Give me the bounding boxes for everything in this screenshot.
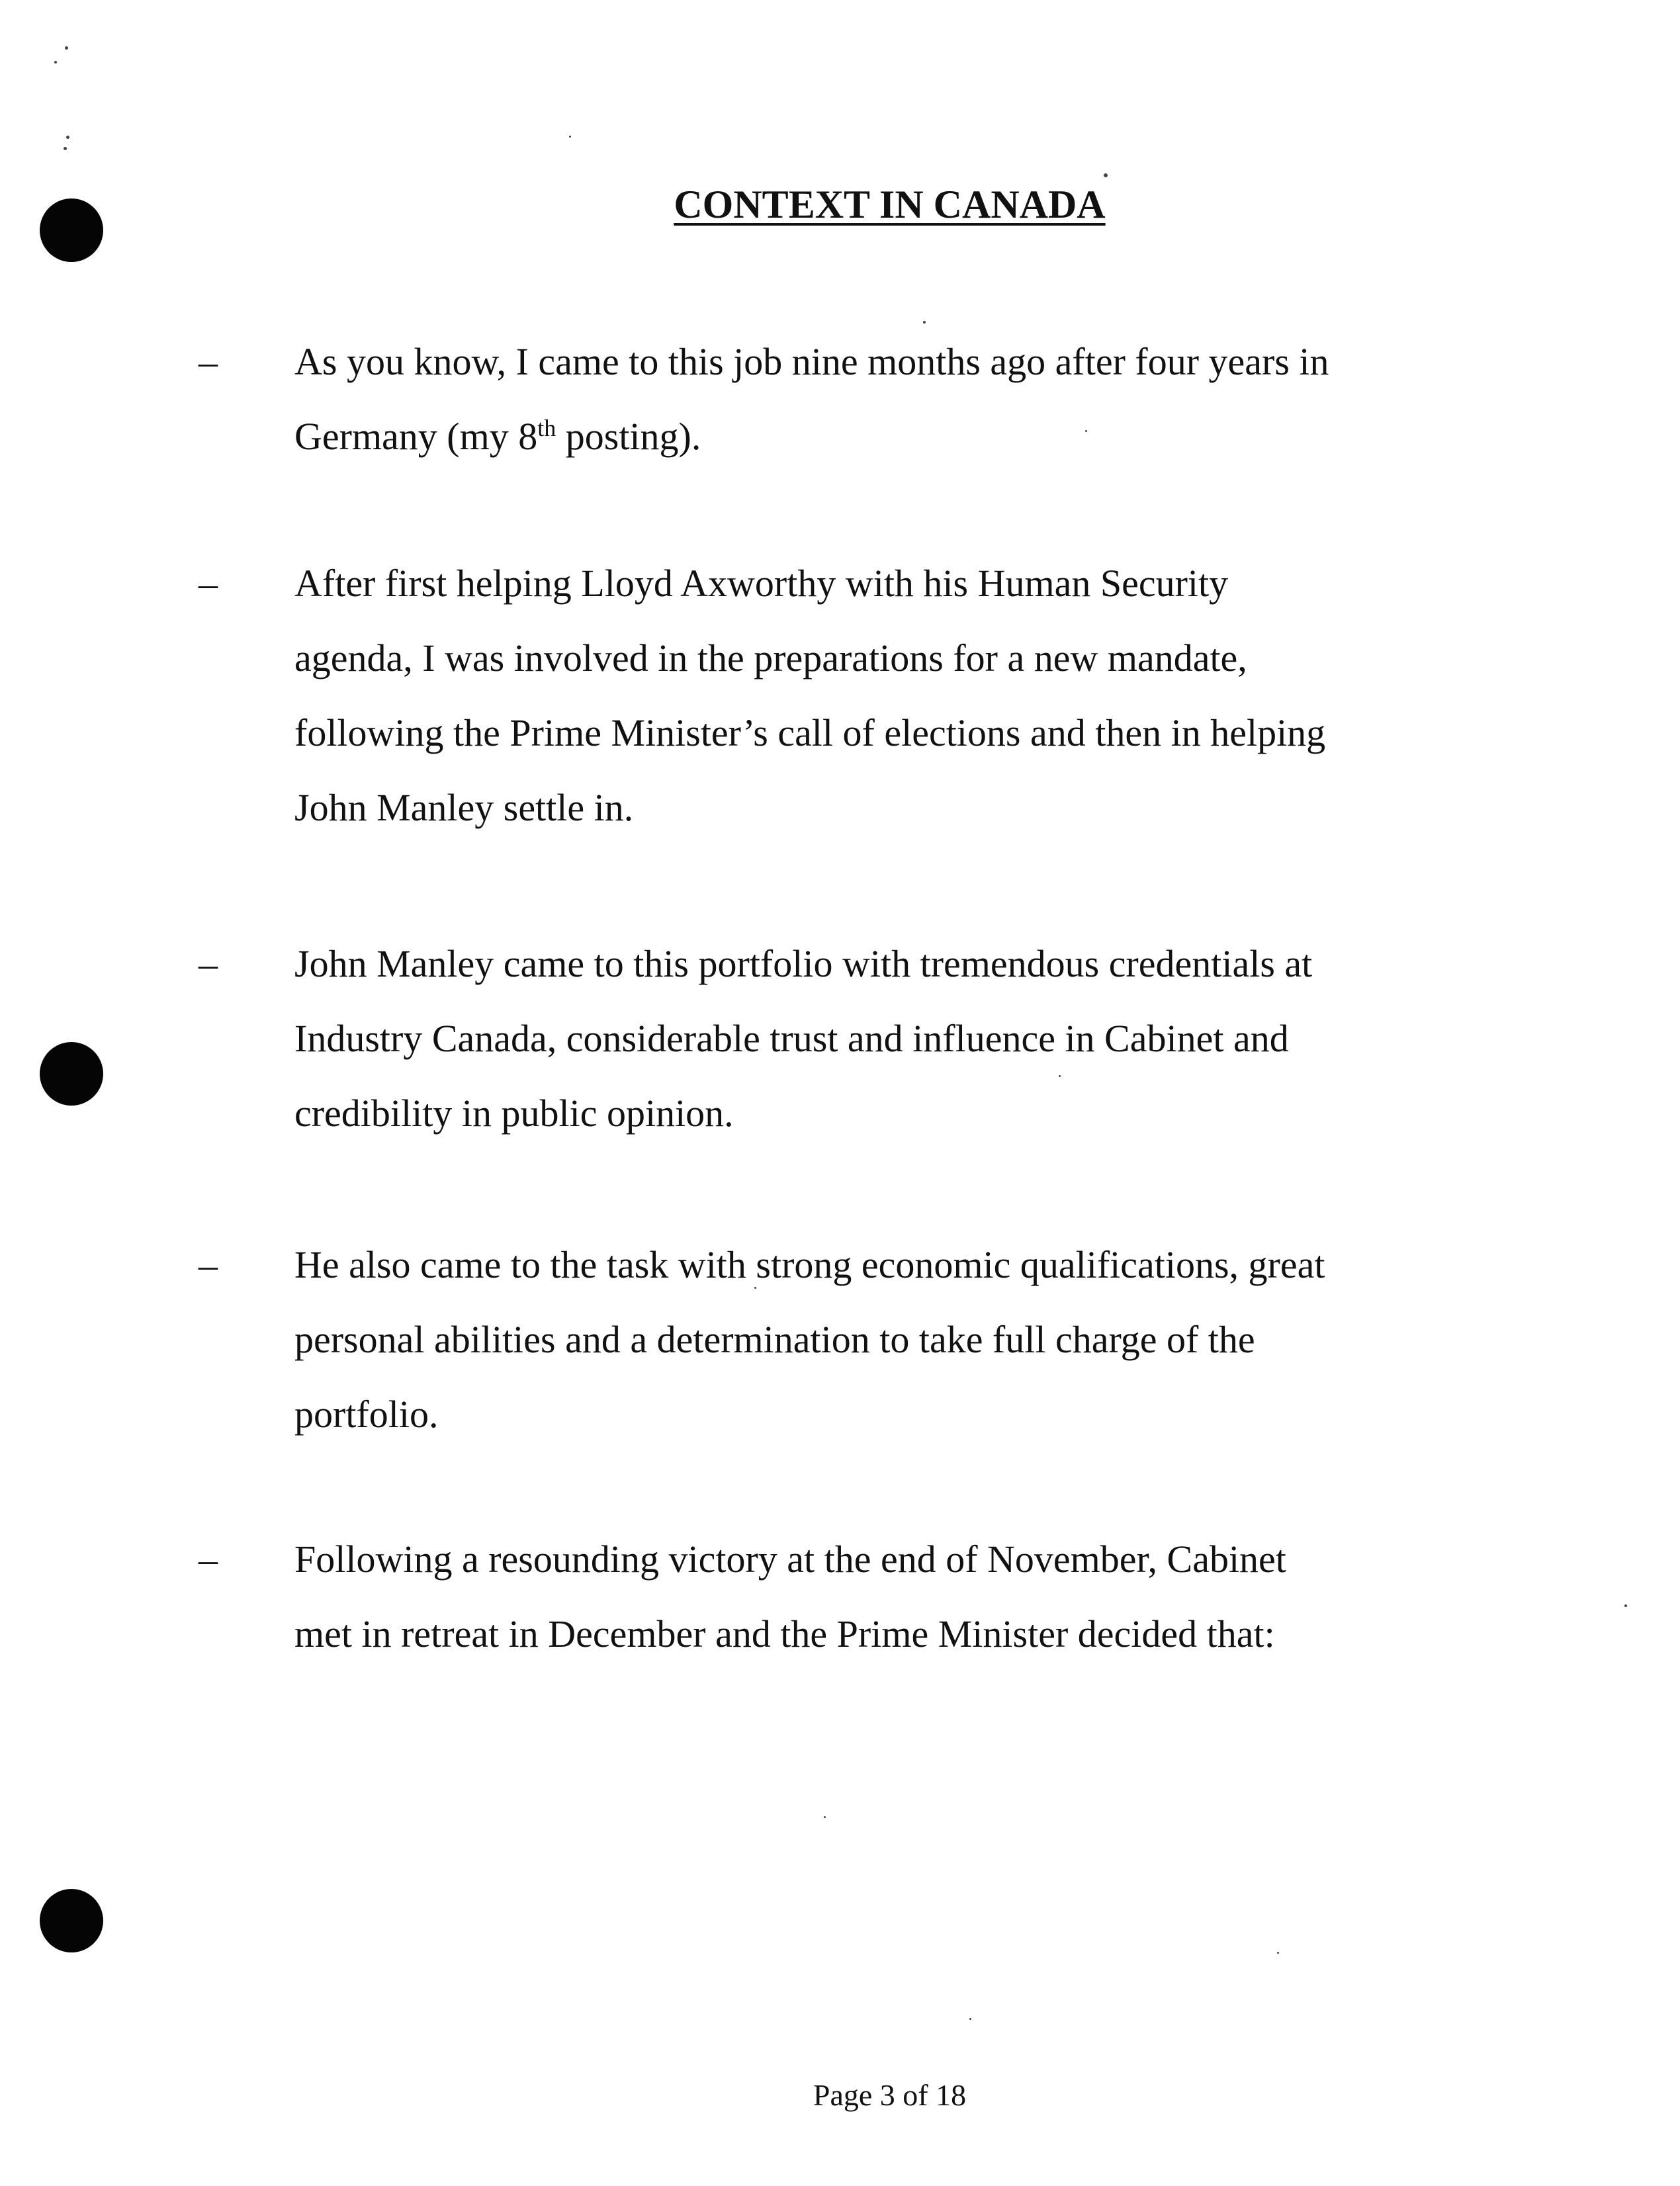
page-number: Page 3 of 18 <box>813 2078 967 2112</box>
bullet-dash: – <box>199 1538 218 1581</box>
scan-speck <box>824 1816 826 1818</box>
ordinal-superscript: th <box>537 415 556 441</box>
page-heading: CONTEXT IN CANADA <box>674 183 1106 226</box>
scan-speck <box>569 136 571 138</box>
scan-speck <box>54 61 57 64</box>
text-line: After first helping Lloyd Axworthy with his Human Security <box>294 562 1229 605</box>
bullet-text <box>294 324 1459 474</box>
scan-speck <box>65 46 68 50</box>
text-line: credibility in public opinion. <box>294 1092 734 1135</box>
scan-speck <box>1104 173 1108 177</box>
text-line: met in retreat in December and the Prime Minister decided that: <box>294 1612 1275 1655</box>
text-line: As you know, I came to this job nine months ago after four years in <box>294 340 1329 383</box>
scan-speck <box>64 147 67 150</box>
bullet-dash: – <box>199 562 218 605</box>
scan-speck <box>923 321 926 324</box>
bullet-dash: – <box>199 1243 218 1286</box>
bullet-text <box>294 1227 1459 1452</box>
bullet-dash: – <box>199 340 218 383</box>
text-line: John Manley settle in. <box>294 786 634 829</box>
text-line: He also came to the task with strong economic qualifications, great <box>294 1243 1325 1286</box>
text-line: agenda, I was involved in the preparations for a new mandate, <box>294 636 1247 679</box>
scan-speck <box>1624 1604 1627 1607</box>
punch-hole-middle <box>40 1042 103 1106</box>
text-line <box>294 399 1459 474</box>
text-line: John Manley came to this portfolio with tremendous credentials at <box>294 942 1313 985</box>
text-fragment: posting). <box>556 415 701 458</box>
text-line: Industry Canada, considerable trust and influence in Cabinet and <box>294 1017 1289 1060</box>
text-fragment: Germany (my 8 <box>294 415 538 458</box>
bullet-text <box>294 926 1459 1151</box>
text-line: personal abilities and a determination to take full charge of the <box>294 1318 1255 1361</box>
scan-speck <box>969 2018 971 2020</box>
bullet-text <box>294 546 1459 845</box>
punch-hole-bottom <box>40 1889 103 1952</box>
scan-speck <box>1277 1952 1279 1954</box>
text-line: Following a resounding victory at the end of November, Cabinet <box>294 1538 1286 1581</box>
bullet-dash: – <box>199 942 218 985</box>
text-line: portfolio. <box>294 1393 439 1436</box>
bullet-text <box>294 1522 1459 1671</box>
scan-speck <box>66 136 69 139</box>
text-line: following the Prime Minister’s call of elections and then in helping <box>294 711 1326 754</box>
